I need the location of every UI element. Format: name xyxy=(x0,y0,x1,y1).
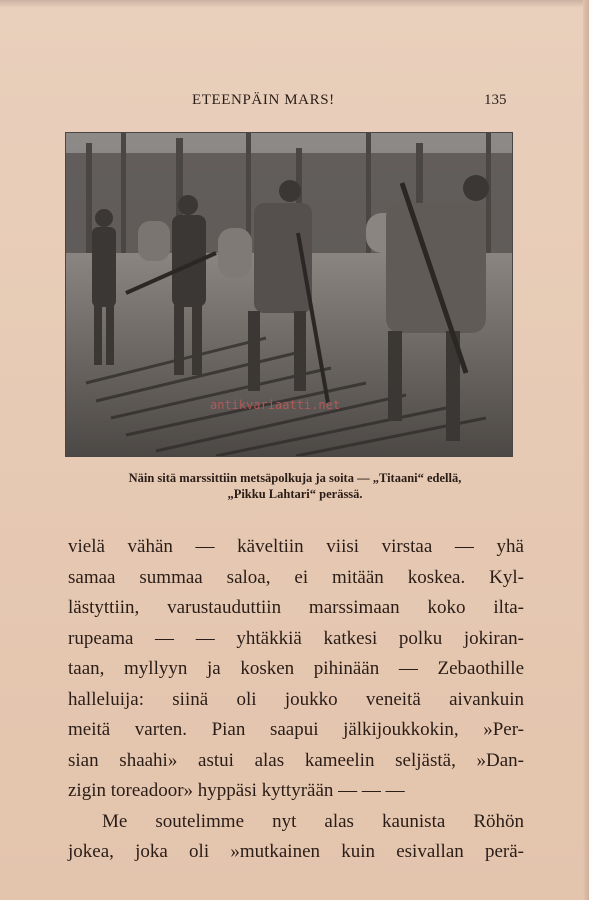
watermark-text: antikvariaatti.net xyxy=(210,398,341,412)
photograph xyxy=(66,133,512,456)
text-line: Me soutelimme nyt alas kaunista Röhön xyxy=(102,810,524,832)
caption-line: Näin sitä marssittiin metsäpolkuja ja soita — „Titaani“ edellä, xyxy=(128,471,462,485)
page-number: 135 xyxy=(484,92,507,108)
caption-line: „Pikku Lahtari“ perässä. xyxy=(227,487,363,501)
figure-caption xyxy=(60,470,530,502)
running-title: ETEENPÄIN MARS! xyxy=(192,92,335,108)
page-top-edge xyxy=(0,0,589,7)
page-header xyxy=(0,92,589,114)
text-line: jokea, joka oli »mutkainen kuin esivallan perä- xyxy=(68,841,524,862)
text-line: meitä varten. Pian saapui jälkijoukkokin, »Per- xyxy=(68,719,524,740)
text-line: lästyttiin, varustauduttiin marssimaan koko ilta- xyxy=(68,597,524,618)
text-line: rupeama — — yhtäkkiä katkesi polku jokiran- xyxy=(68,627,524,649)
page-right-edge xyxy=(583,0,589,900)
text-line: sian shaahi» astui alas kameelin seljästä, »Dan- xyxy=(68,749,524,771)
text-line: zigin toreadoor» hyppäsi kyttyrään — — — xyxy=(68,780,405,801)
text-line: samaa summaa saloa, ei mitään koskea. Kyl- xyxy=(68,566,524,588)
text-line: vielä vähän — käveltiin viisi virstaa — yhä xyxy=(68,536,524,557)
text-line: halleluija: siinä oli joukko veneitä aivankuin xyxy=(68,688,524,710)
text-line: taan, myllyyn ja kosken pihinään — Zebaothille xyxy=(68,658,524,679)
body-text xyxy=(68,532,524,868)
